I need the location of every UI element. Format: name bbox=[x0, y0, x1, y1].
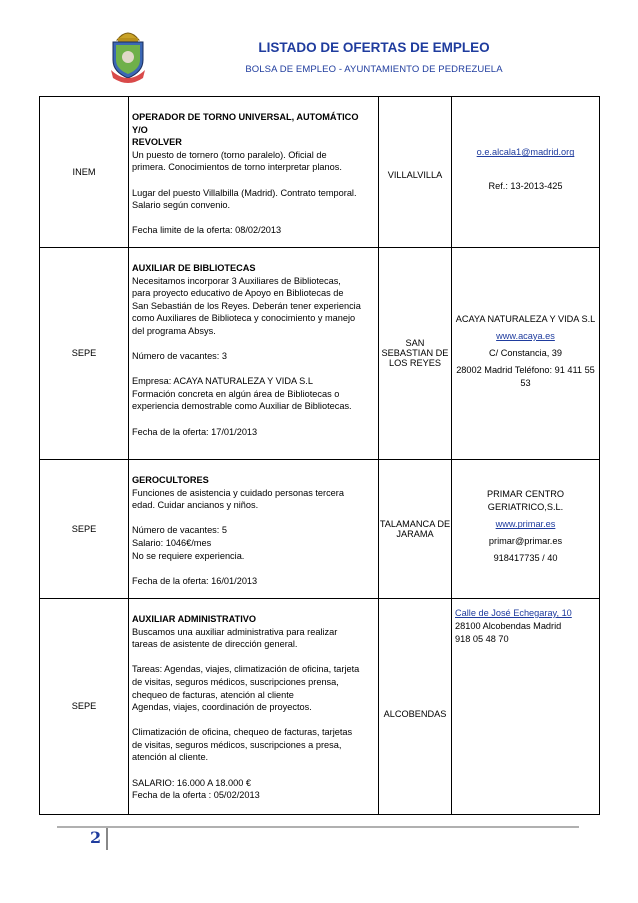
offer-source: SEPE bbox=[40, 598, 129, 814]
contact-line: Ref.: 13-2013-425 bbox=[488, 181, 563, 192]
offer-location: SAN SEBASTIAN DE LOS REYES bbox=[379, 247, 452, 459]
offer-description-line: Necesitamos incorporar 3 Auxiliares de Bibliotecas, bbox=[132, 275, 341, 286]
offer-location: VILLALVILLA bbox=[379, 97, 452, 248]
offer-row bbox=[40, 247, 600, 459]
offer-source: INEM bbox=[40, 97, 129, 248]
offer-description bbox=[129, 459, 379, 598]
offer-description-line bbox=[132, 562, 376, 575]
offer-job-title: AUXILIAR ADMINISTRATIVO bbox=[132, 613, 257, 624]
offer-description-line: Fecha de la oferta: 17/01/2013 bbox=[132, 426, 258, 437]
offer-description-line bbox=[132, 174, 376, 187]
contact-line: 28002 Madrid Teléfono: 91 411 55 53 bbox=[456, 364, 595, 388]
offer-location: ALCOBENDAS bbox=[379, 598, 452, 814]
offer-description bbox=[129, 97, 379, 248]
page-number: 2 bbox=[90, 828, 102, 847]
offer-description-line bbox=[132, 212, 376, 225]
offer-description-line: Un puesto de tornero (torno paralelo). Oficial de bbox=[132, 149, 327, 160]
offer-description-line: Funciones de asistencia y cuidado personas tercera bbox=[132, 487, 344, 498]
offer-description-line: Tareas: Agendas, viajes, climatización de oficina, tarjeta bbox=[132, 664, 360, 675]
contact-line: primar@primar.es bbox=[488, 536, 563, 547]
offer-job-title: OPERADOR DE TORNO UNIVERSAL, AUTOMÁTICO Y/O bbox=[132, 112, 359, 135]
contact-link[interactable]: www.acaya.es bbox=[496, 330, 555, 341]
offer-description-line: Climatización de oficina, chequeo de facturas, tarjetas bbox=[132, 727, 353, 738]
offer-contact bbox=[452, 97, 600, 248]
contact-link[interactable]: www.primar.es bbox=[495, 519, 556, 530]
offer-description-line: de visitas, seguros médicos, suscripciones prensa, bbox=[132, 676, 339, 687]
offer-description-line: Fecha de la oferta: 16/01/2013 bbox=[132, 575, 258, 586]
offer-description-line: Fecha de la oferta : 05/02/2013 bbox=[132, 790, 260, 801]
offer-description-line: para proyecto educativo de Apoyo en Bibliotecas de bbox=[132, 288, 344, 299]
contact-line: C/ Constancia, 39 bbox=[488, 347, 563, 358]
offer-location: TALAMANCA DE JARAMA bbox=[379, 459, 452, 598]
offer-description-line bbox=[132, 512, 376, 525]
offer-source: SEPE bbox=[40, 459, 129, 598]
offer-description-line bbox=[132, 764, 376, 777]
offer-source: SEPE bbox=[40, 247, 129, 459]
footer-divider bbox=[57, 826, 579, 828]
offer-row bbox=[40, 598, 600, 814]
offer-description-line: Agendas, viajes, coordinación de proyectos. bbox=[132, 702, 312, 713]
contact-line: PRIMAR CENTRO GERIATRICO,S.L. bbox=[486, 489, 565, 513]
offer-contact bbox=[452, 459, 600, 598]
offer-contact bbox=[452, 247, 600, 459]
contact-line: 918 05 48 70 bbox=[455, 633, 509, 644]
offer-job-title: GEROCULTORES bbox=[132, 474, 209, 485]
contact-line: 918417735 / 40 bbox=[493, 553, 558, 564]
offer-description-line: Salario: 1046€/mes bbox=[132, 537, 212, 548]
offer-description-line: Buscamos una auxiliar administrativa para realizar bbox=[132, 626, 338, 637]
offer-row bbox=[40, 459, 600, 598]
offer-description-line: San Sebastián de los Reyes. Deberán tener experiencia bbox=[132, 300, 361, 311]
contact-link[interactable]: Calle de José Echegaray, 10 bbox=[455, 607, 572, 618]
offer-contact bbox=[452, 598, 600, 814]
page-number-bar bbox=[106, 828, 108, 850]
contact-link[interactable]: o.e.alcala1@madrid.org bbox=[476, 147, 575, 158]
offer-job-title: AUXILIAR DE BIBLIOTECAS bbox=[132, 262, 256, 273]
offer-description-line: de visitas, seguros médicos, suscripciones a presa, bbox=[132, 739, 342, 750]
offer-description-line bbox=[132, 714, 376, 727]
offer-description-line bbox=[132, 363, 376, 376]
offer-description bbox=[129, 598, 379, 814]
offer-description-line: No se requiere experiencia. bbox=[132, 550, 245, 561]
contact-line: 28100 Alcobendas Madrid bbox=[455, 620, 562, 631]
offer-description-line bbox=[132, 413, 376, 426]
offer-description-line: Número de vacantes: 3 bbox=[132, 351, 227, 362]
offer-description-line: primera. Conocimientos de torno interpretar planos. bbox=[132, 162, 342, 173]
offer-row bbox=[40, 97, 600, 248]
offer-description-line: tareas de asistente de dirección general. bbox=[132, 639, 298, 650]
offer-description-line: edad. Cuidar ancianos y niños. bbox=[132, 500, 259, 511]
offer-description-line: como Auxiliares de Biblioteca y conocimiento y manejo bbox=[132, 313, 356, 324]
offer-description-line: Fecha limite de la oferta: 08/02/2013 bbox=[132, 225, 282, 236]
offer-job-title: REVOLVER bbox=[132, 137, 182, 148]
offer-description-line: SALARIO: 16.000 A 18.000 € bbox=[132, 777, 252, 788]
offer-description-line: Formación concreta en algún área de Bibliotecas o bbox=[132, 388, 340, 399]
municipal-coat-of-arms-logo bbox=[103, 26, 153, 86]
offer-description-line bbox=[132, 651, 376, 664]
offer-description-line bbox=[132, 338, 376, 351]
contact-line bbox=[455, 163, 596, 176]
document-subtitle: BOLSA DE EMPLEO - AYUNTAMIENTO DE PEDREZUELA bbox=[245, 64, 503, 75]
offer-description-line: chequeo de facturas, atención al cliente bbox=[132, 689, 294, 700]
document-title: LISTADO DE OFERTAS DE EMPLEO bbox=[258, 40, 490, 55]
offer-description-line: Empresa: ACAYA NATURALEZA Y VIDA S.L bbox=[132, 376, 313, 387]
offer-description-line: experiencia demostrable como Auxiliar de Bibliotecas. bbox=[132, 401, 352, 412]
offer-description-line: Número de vacantes: 5 bbox=[132, 525, 227, 536]
contact-line: ACAYA NATURALEZA Y VIDA S.L bbox=[455, 313, 596, 324]
offer-description bbox=[129, 247, 379, 459]
offer-description-line: Salario según convenio. bbox=[132, 200, 231, 211]
offer-description-line: del programa Absys. bbox=[132, 325, 216, 336]
job-offers-table bbox=[39, 96, 600, 815]
offer-description-line: atención al cliente. bbox=[132, 752, 209, 763]
offer-description-line: Lugar del puesto Villalbilla (Madrid). Contrato temporal. bbox=[132, 187, 357, 198]
